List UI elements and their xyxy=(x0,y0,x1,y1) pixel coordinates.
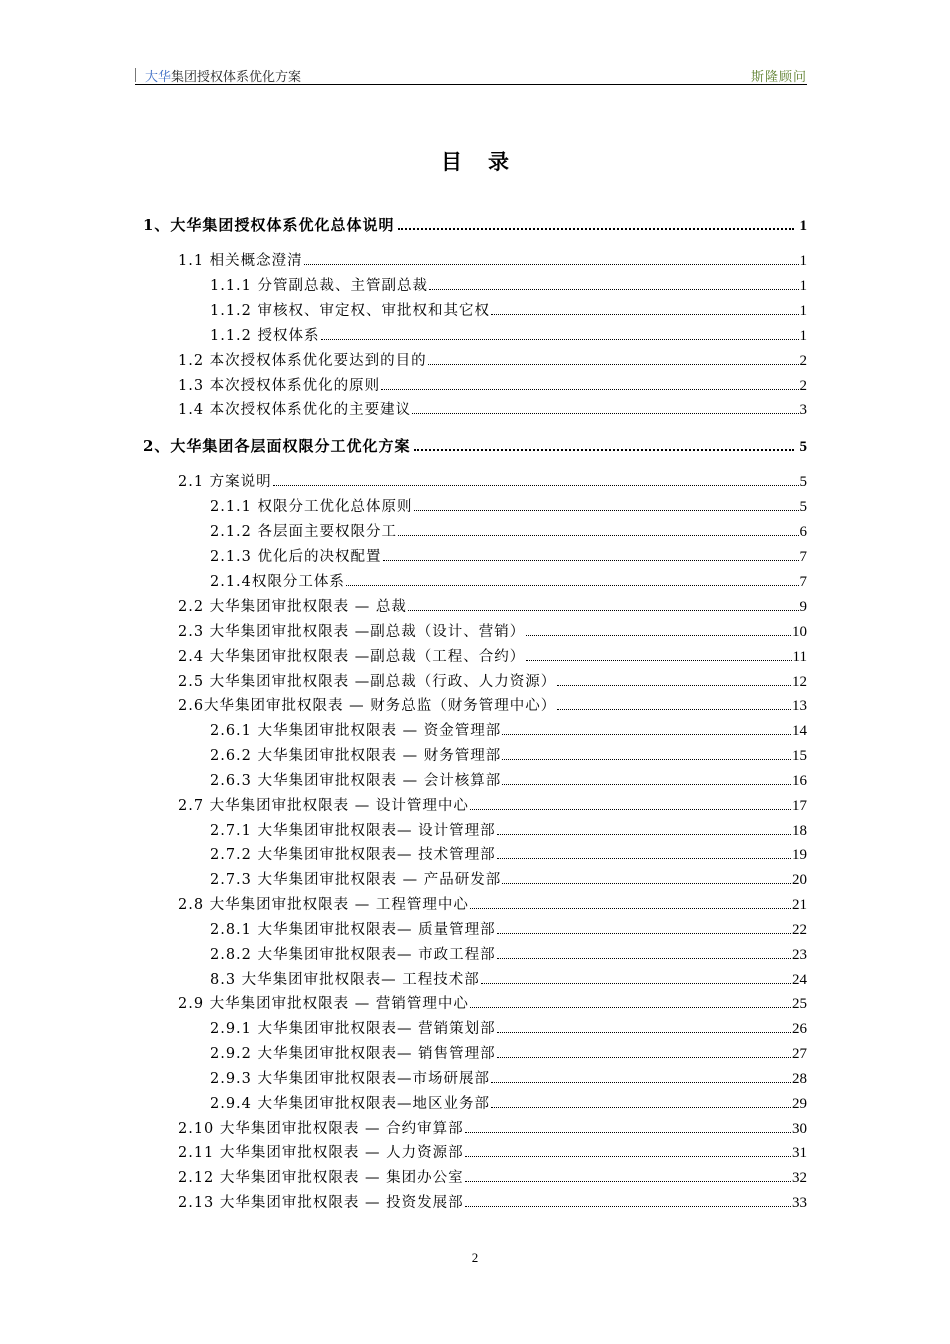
toc-entry[interactable] xyxy=(178,1166,807,1186)
header-brand: 大华 xyxy=(145,70,172,85)
toc-entry[interactable] xyxy=(210,1092,807,1112)
toc-dot-leader xyxy=(470,894,791,909)
toc-entry-page: 1 xyxy=(799,278,807,294)
toc-dot-leader xyxy=(557,695,791,710)
toc-entry-page: 23 xyxy=(792,947,807,963)
toc-dot-leader xyxy=(491,1093,791,1108)
toc-entry[interactable] xyxy=(210,719,807,739)
toc-dot-leader xyxy=(497,1018,791,1033)
toc-entry[interactable] xyxy=(210,1067,807,1087)
toc-dot-leader xyxy=(497,944,791,959)
toc-entry[interactable] xyxy=(210,495,807,515)
toc-entry-page: 17 xyxy=(792,798,807,814)
toc-dot-leader xyxy=(491,1068,791,1083)
toc-entry[interactable] xyxy=(178,893,807,913)
toc-entry[interactable] xyxy=(178,249,807,269)
toc-dot-leader xyxy=(481,969,791,984)
toc-entry-text: 2.1.2 各层面主要权限分工 xyxy=(210,524,398,540)
toc-entry-page: 16 xyxy=(792,773,807,789)
toc-dot-leader xyxy=(497,820,791,835)
toc-dot-leader xyxy=(321,325,799,340)
toc-entry-page: 22 xyxy=(792,922,807,938)
toc-dot-leader xyxy=(412,399,798,414)
toc-dot-leader xyxy=(398,214,793,230)
toc-entry[interactable] xyxy=(210,868,807,888)
toc-entry-page: 13 xyxy=(792,698,807,714)
toc-entry-page: 25 xyxy=(792,996,807,1012)
toc-entry-text: 2.13 大华集团审批权限表 — 投资发展部 xyxy=(178,1195,464,1211)
toc-entry-page: 32 xyxy=(792,1170,807,1186)
toc-entry-page: 2 xyxy=(799,353,807,369)
toc-entry-text: 2.1.1 权限分工优化总体原则 xyxy=(210,499,413,515)
toc-entry-text: 2.5 大华集团审批权限表 —副总裁（行政、人力资源） xyxy=(178,674,557,690)
toc-entry[interactable] xyxy=(143,214,807,234)
toc-entry[interactable] xyxy=(210,1042,807,1062)
toc-entry-text: 2.2 大华集团审批权限表 — 总裁 xyxy=(178,599,407,615)
toc-entry[interactable] xyxy=(178,398,807,418)
toc-entry-text: 2.11 大华集团审批权限表 — 人力资源部 xyxy=(178,1145,464,1161)
toc-entry-page: 1 xyxy=(799,218,807,234)
toc-entry-page: 27 xyxy=(792,1046,807,1062)
toc-entry-page: 33 xyxy=(792,1195,807,1211)
toc-entry-text: 2.9.4 大华集团审批权限表—地区业务部 xyxy=(210,1096,491,1112)
toc-entry-page: 24 xyxy=(792,972,807,988)
toc-entry[interactable] xyxy=(178,645,807,665)
toc-entry[interactable] xyxy=(143,435,807,455)
toc-entry-page: 3 xyxy=(799,402,807,418)
toc-entry[interactable] xyxy=(210,570,807,590)
toc-entry-page: 5 xyxy=(799,439,807,455)
toc-dot-leader xyxy=(465,1167,791,1182)
toc-entry-page: 9 xyxy=(799,599,807,615)
toc-dot-leader xyxy=(491,300,798,315)
toc-entry[interactable] xyxy=(178,1117,807,1137)
toc-entry-text: 2.6.3 大华集团审批权限表 — 会计核算部 xyxy=(210,773,502,789)
toc-dot-leader xyxy=(497,919,791,934)
toc-entry-text: 2.7.3 大华集团审批权限表 — 产品研发部 xyxy=(210,872,502,888)
toc-entry[interactable] xyxy=(178,694,807,714)
toc-entry[interactable] xyxy=(178,470,807,490)
toc-entry-text: 2.9 大华集团审批权限表 — 营销管理中心 xyxy=(178,996,469,1012)
toc-dot-leader xyxy=(526,646,791,661)
toc-dot-leader xyxy=(465,1142,791,1157)
toc-entry-text: 2.1.3 优化后的决权配置 xyxy=(210,549,382,565)
toc-entry-text: 2.6大华集团审批权限表 — 财务总监（财务管理中心） xyxy=(178,698,557,714)
toc-entry-page: 6 xyxy=(799,524,807,540)
page-number: 2 xyxy=(471,1250,479,1265)
toc-entry[interactable] xyxy=(210,769,807,789)
toc-dot-leader xyxy=(273,471,799,486)
toc-dot-leader xyxy=(502,720,791,735)
toc-entry[interactable] xyxy=(178,1191,807,1211)
toc-entry-page: 11 xyxy=(792,649,807,665)
toc-entry-text: 2.8.1 大华集团审批权限表— 质量管理部 xyxy=(210,922,496,938)
header-consultant: 斯隆顾问 xyxy=(750,70,807,85)
toc-entry[interactable] xyxy=(210,819,807,839)
toc-entry-text: 1.2 本次授权体系优化要达到的目的 xyxy=(178,353,427,369)
toc-entry-text: 1.1.2 授权体系 xyxy=(210,328,320,344)
toc-entry-page: 20 xyxy=(792,872,807,888)
toc-entry-page: 29 xyxy=(792,1096,807,1112)
toc-entry-text: 2.3 大华集团审批权限表 —副总裁（设计、营销） xyxy=(178,624,526,640)
toc-dot-leader xyxy=(502,770,791,785)
toc-dot-leader xyxy=(465,1192,791,1207)
toc-dot-leader xyxy=(502,745,791,760)
toc-entry-text: 1.1 相关概念澄清 xyxy=(178,253,303,269)
toc-entry-text: 1.4 本次授权体系优化的主要建议 xyxy=(178,402,412,418)
toc-entry[interactable] xyxy=(210,918,807,938)
toc-entry[interactable] xyxy=(210,545,807,565)
toc-entry[interactable] xyxy=(210,1017,807,1037)
toc-entry-page: 14 xyxy=(792,723,807,739)
toc-dot-leader xyxy=(470,795,791,810)
toc-entry[interactable] xyxy=(210,324,807,344)
toc-entry-text: 2.7.2 大华集团审批权限表— 技术管理部 xyxy=(210,847,496,863)
toc-entry[interactable] xyxy=(178,1141,807,1161)
toc-entry-page: 28 xyxy=(792,1071,807,1087)
toc-entry[interactable] xyxy=(210,943,807,963)
toc-dot-leader xyxy=(346,571,799,586)
toc-dot-leader xyxy=(502,869,791,884)
toc-entry-page: 1 xyxy=(799,328,807,344)
toc-entry-page: 30 xyxy=(792,1121,807,1137)
toc-dot-leader xyxy=(408,596,799,611)
toc-entry-page: 5 xyxy=(799,499,807,515)
toc-entry[interactable] xyxy=(210,843,807,863)
toc-entry-text: 2.12 大华集团审批权限表 — 集团办公室 xyxy=(178,1170,464,1186)
toc-entry-text: 2.9.2 大华集团审批权限表— 销售管理部 xyxy=(210,1046,496,1062)
toc-dot-leader xyxy=(497,1043,791,1058)
toc-dot-leader xyxy=(414,435,793,451)
toc-entry-text: 8.3 大华集团审批权限表— 工程技术部 xyxy=(210,972,480,988)
toc-entry-page: 15 xyxy=(792,748,807,764)
toc-dot-leader xyxy=(470,993,791,1008)
page-title: 目录 xyxy=(441,149,535,174)
toc-entry-page: 12 xyxy=(792,674,807,690)
toc-entry-page: 10 xyxy=(792,624,807,640)
toc-entry-text: 2.9.3 大华集团审批权限表—市场研展部 xyxy=(210,1071,491,1087)
toc-entry-text: 2.1 方案说明 xyxy=(178,474,272,490)
toc-entry-page: 18 xyxy=(792,823,807,839)
toc-entry-text: 2.7.1 大华集团审批权限表— 设计管理部 xyxy=(210,823,496,839)
header-title-rest: 集团授权体系优化方案 xyxy=(171,70,302,85)
toc-entry-page: 1 xyxy=(799,253,807,269)
toc-entry[interactable] xyxy=(210,520,807,540)
toc-entry[interactable] xyxy=(178,595,807,615)
toc-entry[interactable] xyxy=(178,374,807,394)
toc-dot-leader xyxy=(429,275,798,290)
toc-entry-page: 5 xyxy=(799,474,807,490)
toc-entry[interactable] xyxy=(210,744,807,764)
toc-entry-page: 7 xyxy=(799,549,807,565)
toc-entry-text: 2.8 大华集团审批权限表 — 工程管理中心 xyxy=(178,897,469,913)
toc-entry[interactable] xyxy=(210,274,807,294)
toc-entry-page: 26 xyxy=(792,1021,807,1037)
toc-dot-leader xyxy=(383,546,799,561)
toc-entry-text: 2.6.2 大华集团审批权限表 — 财务管理部 xyxy=(210,748,502,764)
toc-entry-page: 31 xyxy=(792,1145,807,1161)
toc-dot-leader xyxy=(526,621,791,636)
toc-dot-leader xyxy=(398,521,798,536)
toc-entry-page: 19 xyxy=(792,847,807,863)
toc-entry-text: 2.4 大华集团审批权限表 —副总裁（工程、合约） xyxy=(178,649,526,665)
toc-entry[interactable] xyxy=(178,794,807,814)
toc-entry-text: 1.3 本次授权体系优化的原则 xyxy=(178,378,381,394)
toc-dot-leader xyxy=(497,844,791,859)
toc-entry-page: 1 xyxy=(799,303,807,319)
toc-entry-text: 2.7 大华集团审批权限表 — 设计管理中心 xyxy=(178,798,469,814)
toc-entry-text: 2.10 大华集团审批权限表 — 合约审算部 xyxy=(178,1121,464,1137)
toc-entry-page: 7 xyxy=(799,574,807,590)
toc-dot-leader xyxy=(414,496,799,511)
toc-entry[interactable] xyxy=(178,992,807,1012)
toc-dot-leader xyxy=(304,250,799,265)
toc-entry[interactable] xyxy=(210,968,807,988)
toc-entry-text: 2、大华集团各层面权限分工优化方案 xyxy=(143,437,411,455)
toc-dot-leader xyxy=(557,671,791,686)
toc-entry-text: 1.1.2 审核权、审定权、审批权和其它权 xyxy=(210,303,491,319)
toc-dot-leader xyxy=(381,375,798,390)
toc-entry-text: 1、大华集团授权体系优化总体说明 xyxy=(143,216,395,234)
toc-entry[interactable] xyxy=(178,349,807,369)
toc-entry-text: 2.9.1 大华集团审批权限表— 营销策划部 xyxy=(210,1021,496,1037)
toc-dot-leader xyxy=(465,1118,791,1133)
toc-entry-text: 1.1.1 分管副总裁、主管副总裁 xyxy=(210,278,429,294)
toc-entry[interactable] xyxy=(210,299,807,319)
toc-entry-text: 2.6.1 大华集团审批权限表 — 资金管理部 xyxy=(210,723,502,739)
toc-entry-text: 2.1.4权限分工体系 xyxy=(210,574,345,590)
toc-entry-page: 21 xyxy=(792,897,807,913)
toc-entry[interactable] xyxy=(178,670,807,690)
toc-entry-text: 2.8.2 大华集团审批权限表— 市政工程部 xyxy=(210,947,496,963)
toc-dot-leader xyxy=(428,350,799,365)
toc-entry[interactable] xyxy=(178,620,807,640)
toc-entry-page: 2 xyxy=(799,378,807,394)
